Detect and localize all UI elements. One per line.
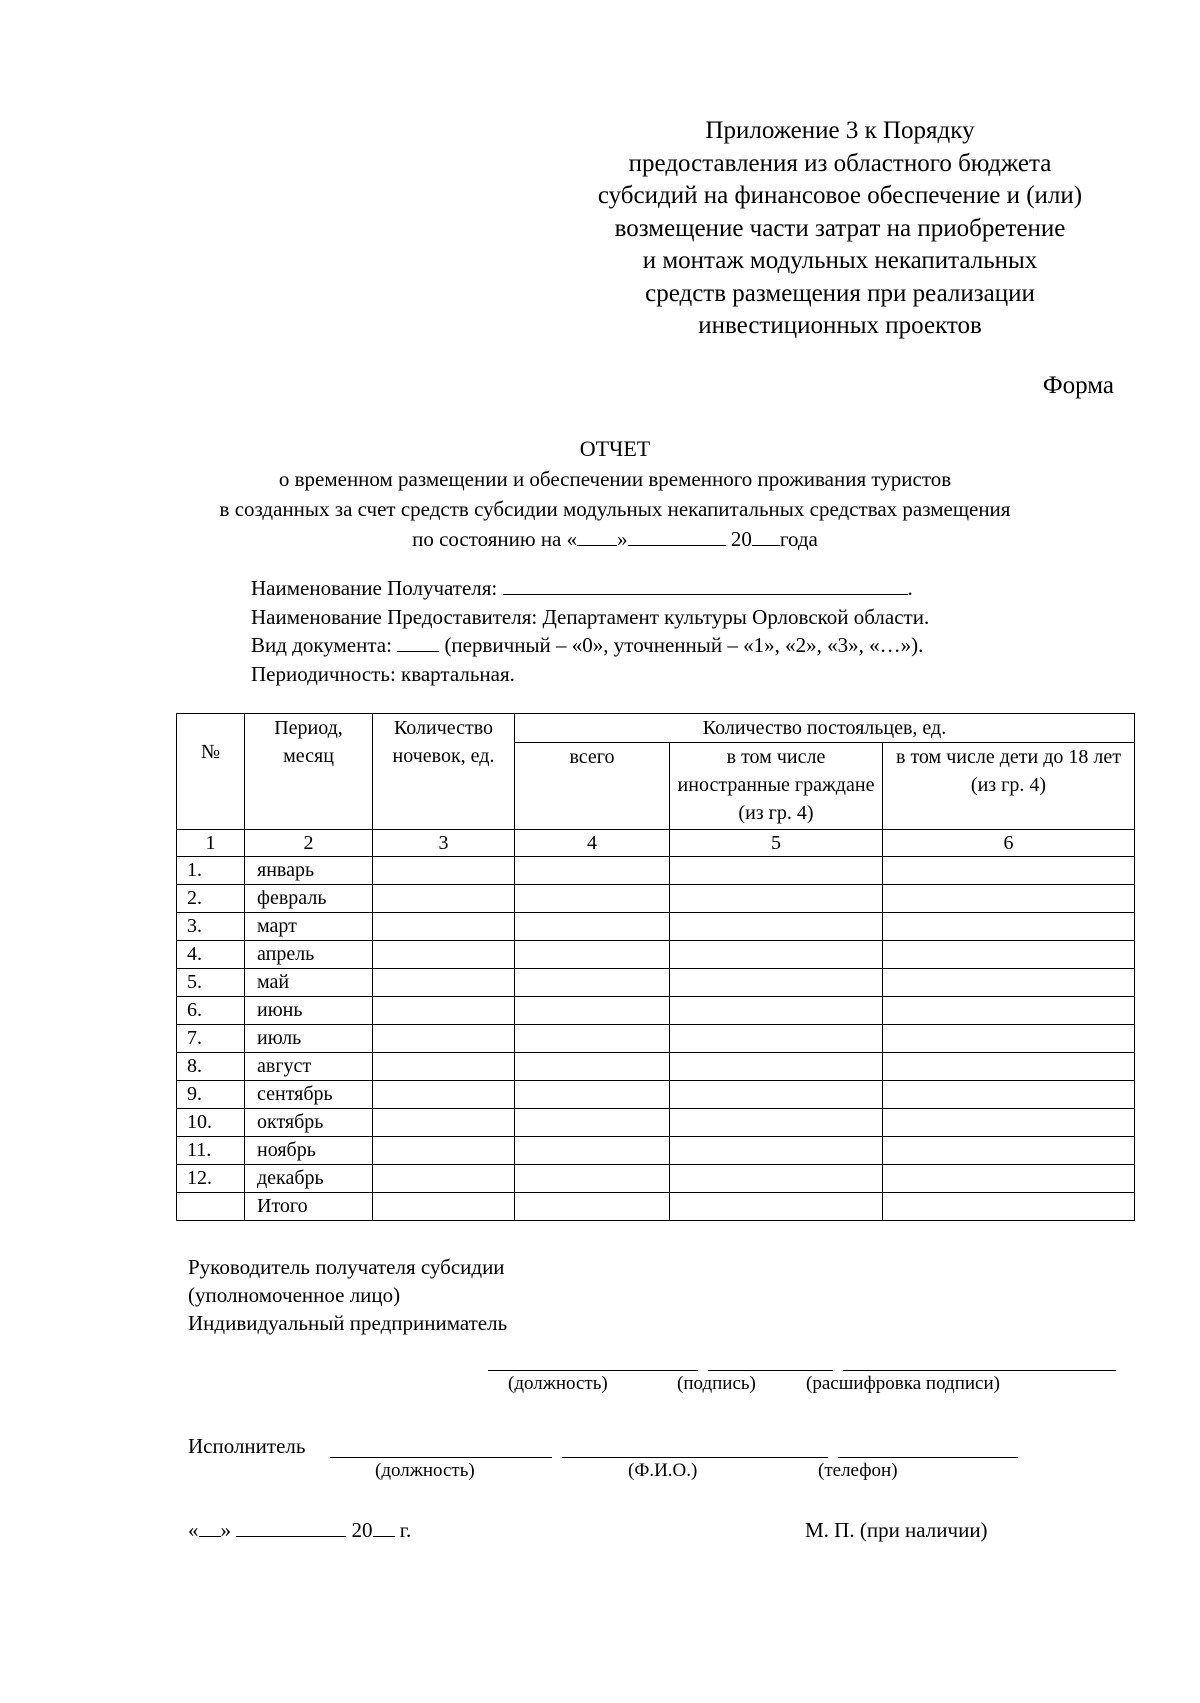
header-guests-group: Количество постояльцев, ед. [515, 714, 1135, 743]
sign-day-blank[interactable] [199, 1518, 221, 1537]
guests-total-cell[interactable] [515, 1165, 670, 1193]
row-month: декабрь [245, 1165, 373, 1193]
nights-cell[interactable] [373, 1053, 515, 1081]
signature-field-line[interactable] [708, 1370, 833, 1371]
recipient-label: Наименование Получателя: [251, 576, 498, 600]
table-row [177, 1025, 1135, 1053]
nights-cell[interactable] [373, 941, 515, 969]
total-foreign-cell[interactable] [670, 1193, 883, 1221]
row-month: апрель [245, 941, 373, 969]
foreign-guests-cell[interactable] [670, 1053, 883, 1081]
guests-total-cell[interactable] [515, 969, 670, 997]
info-block [251, 574, 1111, 688]
row-month: июнь [245, 997, 373, 1025]
executor-label: Исполнитель [188, 1434, 306, 1458]
total-guests-cell[interactable] [515, 1193, 670, 1221]
guests-total-cell[interactable] [515, 913, 670, 941]
row-number: 6. [177, 997, 245, 1025]
nights-cell[interactable] [373, 913, 515, 941]
row-number: 10. [177, 1109, 245, 1137]
foreign-guests-cell[interactable] [670, 1025, 883, 1053]
year-blank[interactable] [752, 527, 780, 546]
total-label: Итого [245, 1193, 373, 1221]
guests-total-cell[interactable] [515, 941, 670, 969]
foreign-guests-cell[interactable] [670, 997, 883, 1025]
guests-total-cell[interactable] [515, 1137, 670, 1165]
report-title: ОТЧЕТ [579, 436, 651, 461]
nights-cell[interactable] [373, 885, 515, 913]
row-number: 8. [177, 1053, 245, 1081]
total-num-cell [177, 1193, 245, 1221]
column-number: 2 [245, 830, 373, 857]
total-children-cell[interactable] [883, 1193, 1135, 1221]
row-month: февраль [245, 885, 373, 913]
caption-position: (должность) [508, 1373, 608, 1394]
table-row [177, 1165, 1135, 1193]
foreign-guests-cell[interactable] [670, 1109, 883, 1137]
sign-date [188, 1518, 411, 1543]
caption-exec-phone: (телефон) [818, 1460, 898, 1481]
row-month: ноябрь [245, 1137, 373, 1165]
header-period: Период, месяц [245, 714, 373, 830]
month-rows [177, 857, 1135, 1193]
row-number: 3. [177, 913, 245, 941]
executor-position-line[interactable] [330, 1457, 552, 1458]
children-cell[interactable] [883, 1109, 1135, 1137]
children-cell[interactable] [883, 857, 1135, 885]
report-table [176, 713, 1135, 1221]
form-label: Форма [1042, 372, 1114, 399]
appendix-line: и монтаж модульных некапитальных [642, 247, 1038, 274]
guests-total-cell[interactable] [515, 885, 670, 913]
signature-line: (уполномоченное лицо) [188, 1283, 401, 1307]
signature-block [188, 1253, 1088, 1337]
children-cell[interactable] [883, 1081, 1135, 1109]
caption-decoding: (расшифровка подписи) [806, 1373, 1000, 1394]
table-row [177, 885, 1135, 913]
recipient-line: Наименование Получателя: . [251, 576, 913, 600]
appendix-line: возмещение части затрат на приобретение [614, 214, 1066, 242]
children-cell[interactable] [883, 1137, 1135, 1165]
nights-cell[interactable] [373, 1081, 515, 1109]
foreign-guests-cell[interactable] [670, 857, 883, 885]
children-cell[interactable] [883, 997, 1135, 1025]
guests-total-cell[interactable] [515, 1025, 670, 1053]
foreign-guests-cell[interactable] [670, 1081, 883, 1109]
header-children: в том числе дети до 18 лет (из гр. 4) [883, 743, 1135, 830]
header-nights: Количество ночевок, ед. [373, 714, 515, 830]
row-number: 5. [177, 969, 245, 997]
foreign-guests-cell[interactable] [670, 913, 883, 941]
header-num: № [177, 714, 245, 830]
guests-total-cell[interactable] [515, 997, 670, 1025]
provider-line: Наименование Предоставителя: Департамент культуры Орловской области. [251, 604, 930, 629]
signature-line: Руководитель получателя субсидии [188, 1255, 505, 1279]
children-cell[interactable] [883, 969, 1135, 997]
total-nights-cell[interactable] [373, 1193, 515, 1221]
stamp-note: М. П. (при наличии) [805, 1518, 988, 1542]
total-row [177, 1193, 1135, 1221]
children-cell[interactable] [883, 1025, 1135, 1053]
appendix-line: предоставления из областного бюджета [628, 149, 1052, 177]
nights-cell[interactable] [373, 1025, 515, 1053]
table-row [177, 1109, 1135, 1137]
appendix-line: инвестиционных проектов [698, 312, 982, 339]
column-numbers-row [177, 830, 1135, 857]
foreign-guests-cell[interactable] [670, 1165, 883, 1193]
guests-total-cell[interactable] [515, 1081, 670, 1109]
sign-date-close: » [220, 1518, 231, 1542]
nights-cell[interactable] [373, 1165, 515, 1193]
column-number: 5 [670, 830, 883, 857]
row-number: 4. [177, 941, 245, 969]
sign-date-suffix: г. [399, 1518, 412, 1542]
children-cell[interactable] [883, 1053, 1135, 1081]
nights-cell[interactable] [373, 969, 515, 997]
row-month: март [245, 913, 373, 941]
appendix-line: средств размещения при реализации [645, 279, 1035, 307]
row-number: 12. [177, 1165, 245, 1193]
caption-exec-name: (Ф.И.О.) [628, 1460, 698, 1481]
header-total: всего [515, 743, 670, 830]
appendix-header [560, 115, 1120, 343]
column-number: 3 [373, 830, 515, 857]
column-number: 6 [883, 830, 1135, 857]
row-number: 7. [177, 1025, 245, 1053]
position-line[interactable] [488, 1370, 698, 1371]
periodicity-line: Периодичность: квартальная. [251, 661, 515, 686]
guests-total-cell[interactable] [515, 1053, 670, 1081]
day-blank[interactable] [577, 527, 617, 546]
doc-type-field[interactable] [397, 633, 439, 652]
row-month: октябрь [245, 1109, 373, 1137]
children-cell[interactable] [883, 941, 1135, 969]
row-month: май [245, 969, 373, 997]
row-number: 1. [177, 857, 245, 885]
children-cell[interactable] [883, 913, 1135, 941]
report-date-mid: » [617, 527, 628, 551]
report-title-block [150, 434, 1080, 554]
report-date-line [150, 524, 1080, 554]
report-date-prefix: по состоянию на « [412, 527, 578, 551]
header-foreign: в том числе иностранные граждане (из гр. 4) [670, 743, 883, 830]
appendix-line: Приложение 3 к Порядку [705, 117, 975, 144]
row-month: сентябрь [245, 1081, 373, 1109]
nights-cell[interactable] [373, 857, 515, 885]
row-number: 2. [177, 885, 245, 913]
sign-date-year: 20 [351, 1518, 373, 1542]
sign-year-blank[interactable] [373, 1518, 395, 1537]
sign-date-open: « [188, 1518, 199, 1542]
executor-phone-line[interactable] [838, 1457, 1018, 1458]
foreign-guests-cell[interactable] [670, 885, 883, 913]
table-row [177, 941, 1135, 969]
decoding-line[interactable] [843, 1370, 1116, 1371]
foreign-guests-cell[interactable] [670, 1137, 883, 1165]
row-number: 9. [177, 1081, 245, 1109]
doc-type-label: Вид документа: [251, 633, 392, 657]
report-date-year: 20 [730, 527, 752, 551]
table-row [177, 913, 1135, 941]
executor-name-line[interactable] [562, 1457, 828, 1458]
guests-total-cell[interactable] [515, 857, 670, 885]
row-number: 11. [177, 1137, 245, 1165]
children-cell[interactable] [883, 885, 1135, 913]
table-row [177, 1081, 1135, 1109]
table-row [177, 1053, 1135, 1081]
doc-type-hint: (первичный – «0», уточненный – «1», «2», «3», «…»). [444, 633, 924, 657]
foreign-guests-cell[interactable] [670, 941, 883, 969]
row-month: июль [245, 1025, 373, 1053]
signature-line: Индивидуальный предприниматель [188, 1311, 508, 1335]
table-row [177, 857, 1135, 885]
doc-type-line [251, 631, 1111, 660]
appendix-line: субсидий на финансовое обеспечение и (или) [597, 182, 1083, 209]
table-row [177, 997, 1135, 1025]
foreign-guests-cell[interactable] [670, 969, 883, 997]
nights-cell[interactable] [373, 1109, 515, 1137]
sign-month-blank[interactable] [236, 1518, 346, 1537]
report-date-suffix: года [779, 527, 818, 551]
month-blank[interactable] [628, 527, 726, 546]
row-month: январь [245, 857, 373, 885]
table-row [177, 1137, 1135, 1165]
row-month: август [245, 1053, 373, 1081]
report-subtitle: в созданных за счет средств субсидии модульных некапитальных средствах размещения [219, 497, 1011, 521]
table-row [177, 969, 1135, 997]
guests-total-cell[interactable] [515, 1109, 670, 1137]
column-number: 4 [515, 830, 670, 857]
nights-cell[interactable] [373, 997, 515, 1025]
caption-signature: (подпись) [677, 1373, 756, 1394]
column-number: 1 [177, 830, 245, 857]
caption-exec-position: (должность) [375, 1460, 475, 1481]
nights-cell[interactable] [373, 1137, 515, 1165]
children-cell[interactable] [883, 1165, 1135, 1193]
recipient-field[interactable] [503, 576, 908, 595]
report-subtitle: о временном размещении и обеспечении временного проживания туристов [278, 467, 952, 491]
